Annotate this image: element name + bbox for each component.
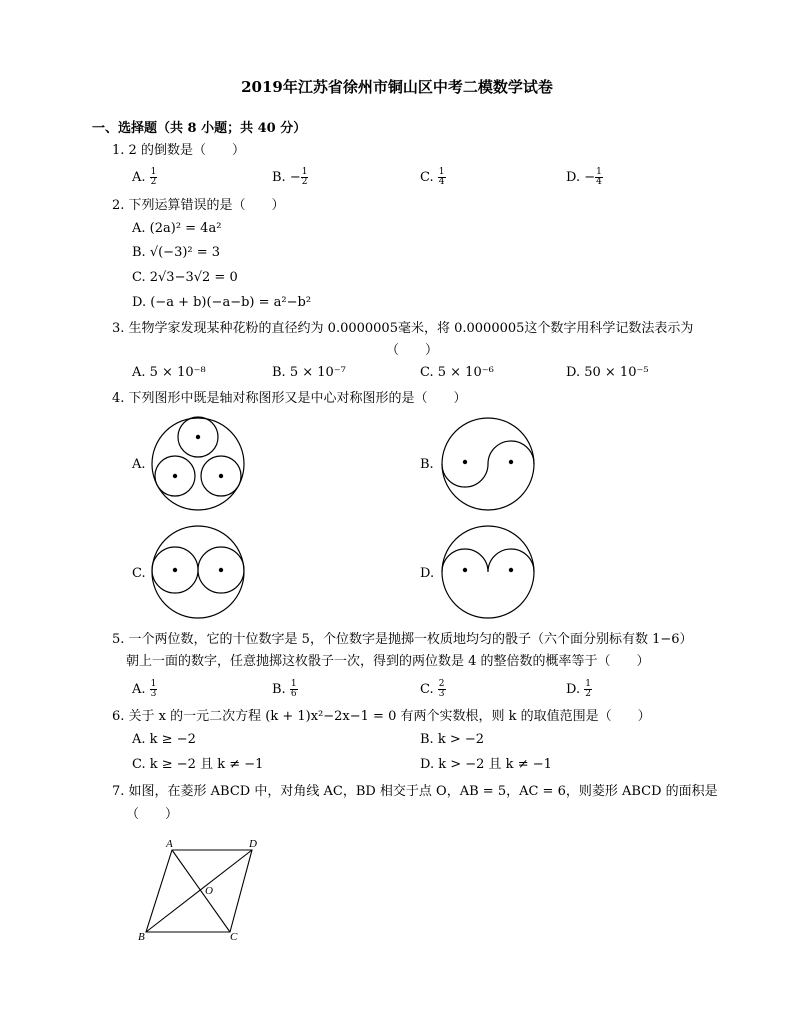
q4-figure-d[interactable] <box>438 522 538 622</box>
q1-option-c[interactable] <box>420 168 446 187</box>
outer-circle <box>152 418 244 510</box>
option-label: D. <box>566 682 581 697</box>
q4-option-b-label[interactable]: B. <box>420 457 434 472</box>
option-label: D. <box>566 170 581 185</box>
minus-sign: − <box>289 170 301 185</box>
q1-option-d[interactable] <box>566 168 603 187</box>
q3-option-a[interactable]: A. 5 × 10⁻⁸ <box>132 365 206 380</box>
center-dot <box>173 568 177 572</box>
vertex-label-a: A <box>166 838 173 850</box>
question-5-stem-line-1: 5. 一个两位数，它的十位数字是 5，个位数字是抛掷一枚质地均匀的骰子（六个面分别标有数 1−6） <box>112 632 693 647</box>
fraction: $\frac{1}{2}$ <box>585 679 591 699</box>
center-dot <box>173 474 177 478</box>
vertex-label-d: D <box>249 838 257 850</box>
option-label: A. <box>132 682 146 697</box>
q6-option-c[interactable]: C. k ≥ −2 且 k ≠ −1 <box>132 757 264 772</box>
vertex-label-b: B <box>138 931 145 943</box>
fraction: $\frac{2}{3}$ <box>438 679 445 699</box>
option-label: C. <box>420 170 434 185</box>
option-label: A. <box>132 170 146 185</box>
q3-option-d[interactable]: D. 50 × 10⁻⁵ <box>566 365 649 380</box>
fraction: $\frac{1}{2}$ <box>301 167 308 187</box>
q4-option-c-label[interactable]: C. <box>132 566 146 581</box>
diagonal-ac <box>172 850 230 932</box>
q3-option-b[interactable]: B. 5 × 10⁻⁷ <box>272 365 346 380</box>
question-7-paren: （ ） <box>126 807 179 822</box>
q6-option-d[interactable]: D. k > −2 且 k ≠ −1 <box>420 757 552 772</box>
center-dot <box>463 568 467 572</box>
q6-option-b[interactable]: B. k > −2 <box>420 732 485 747</box>
q1-option-a[interactable] <box>132 168 157 187</box>
q5-option-c[interactable] <box>420 680 446 699</box>
fraction: $\frac{1}{2}$ <box>150 167 157 187</box>
option-label: B. <box>272 170 286 185</box>
q4-figure-c[interactable] <box>148 522 248 622</box>
fraction: $\frac{1}{6}$ <box>290 679 297 699</box>
diagonal-bd <box>146 850 252 932</box>
fraction: $\frac{1}{4}$ <box>596 167 602 187</box>
center-dot <box>219 568 223 572</box>
center-dot <box>196 435 200 439</box>
q7-rhombus-figure <box>130 832 270 947</box>
q4-option-d-label[interactable]: D. <box>420 566 435 581</box>
q3-option-c[interactable]: C. 5 × 10⁻⁶ <box>420 365 494 380</box>
q4-figure-b[interactable] <box>438 414 538 514</box>
q4-figure-a[interactable] <box>148 414 248 514</box>
s-curve <box>442 441 534 487</box>
q2-option-a[interactable]: A. (2a)² = 4a² <box>132 221 222 236</box>
section-heading: 一、选择题（共 8 小题；共 40 分） <box>92 121 307 136</box>
minus-sign: − <box>584 170 596 185</box>
q4-option-a-label[interactable]: A. <box>132 457 146 472</box>
q5-option-d[interactable] <box>566 680 592 699</box>
center-label-o: O <box>205 885 213 897</box>
q2-option-c[interactable]: C. 2√3−3√2 = 0 <box>132 270 238 285</box>
question-7-stem: 7. 如图，在菱形 ABCD 中，对角线 AC，BD 相交于点 O，AB = 5，AC = 6，则菱形 ABCD 的面积是 <box>112 784 718 799</box>
question-6-stem: 6. 关于 x 的一元二次方程 (k + 1)x²−2x−1 = 0 有两个实数根，则 k 的取值范围是（ ） <box>112 709 651 724</box>
center-dot <box>463 460 467 464</box>
center-dot <box>509 568 513 572</box>
center-dot <box>219 474 223 478</box>
q2-option-b[interactable]: B. √(−3)² = 3 <box>132 245 221 260</box>
vertex-label-c: C <box>230 931 238 943</box>
fraction: $\frac{1}{3}$ <box>150 679 157 699</box>
question-3-paren: （ ） <box>386 343 439 358</box>
q5-option-b[interactable] <box>272 680 298 699</box>
q2-option-d[interactable]: D. (−a + b)(−a−b) = a²−b² <box>132 295 312 310</box>
question-3-stem: 3. 生物学家发现某种花粉的直径约为 0.0000005毫米，将 0.0000005这个数字用科学记数法表示为 <box>112 321 694 336</box>
q6-option-a[interactable]: A. k ≥ −2 <box>132 732 196 747</box>
option-label: B. <box>272 682 286 697</box>
q5-option-a[interactable] <box>132 680 157 699</box>
option-label: C. <box>420 682 434 697</box>
q1-option-b[interactable] <box>272 168 308 187</box>
fraction: $\frac{1}{4}$ <box>438 167 445 187</box>
question-4-stem: 4. 下列图形中既是轴对称图形又是中心对称图形的是（ ） <box>112 391 467 406</box>
question-1-stem: 1. 2 的倒数是（ ） <box>112 143 245 158</box>
double-arc <box>442 549 534 572</box>
question-5-stem-line-2: 朝上一面的数字，任意抛掷这枚骰子一次，得到的两位数是 4 的整倍数的概率等于（ ） <box>126 654 650 669</box>
exam-title: 2019年江苏省徐州市铜山区中考二模数学试卷 <box>241 78 553 96</box>
center-dot <box>509 460 513 464</box>
question-2-stem: 2. 下列运算错误的是（ ） <box>112 198 285 213</box>
